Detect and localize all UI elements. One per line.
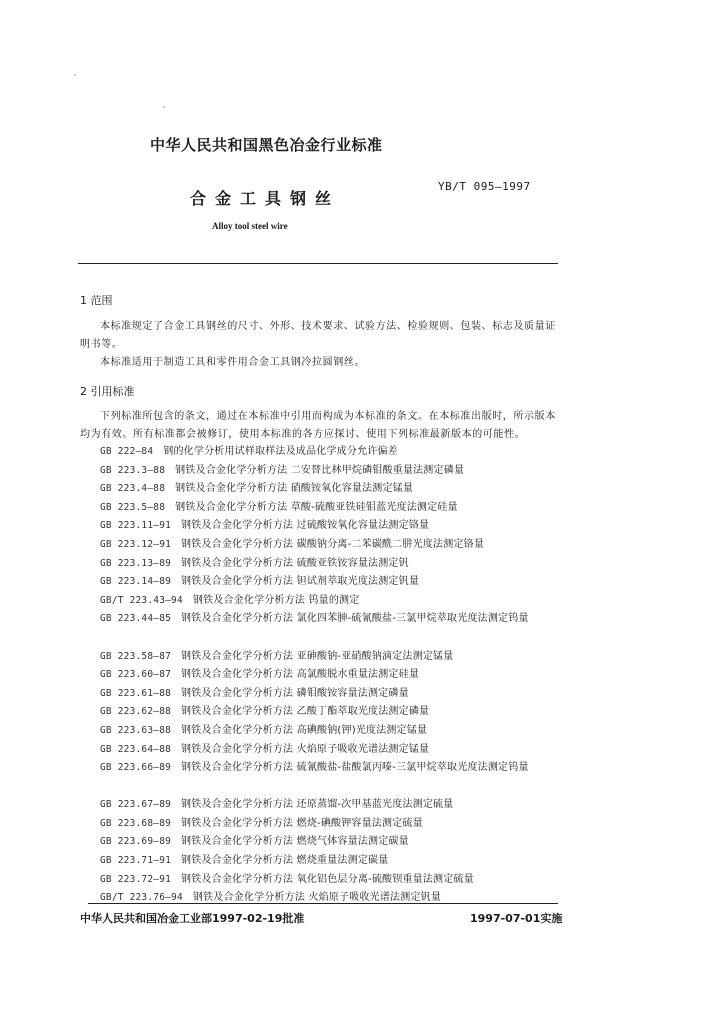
reference-title: 钢铁及合金化学分析方法 硫酸亚铁铵容量法测定钒 <box>181 557 409 569</box>
reference-code: GB 223.64—88 <box>100 743 172 755</box>
reference-title: 钢铁及合金化学分析方法 氯化四苯胂-硫氰酸盐-三氯甲烷萃取光度法测定钨量 <box>181 613 529 625</box>
reference-code: GB 223.61—88 <box>100 687 172 699</box>
standard-title: 合金工具钢丝 <box>190 189 341 208</box>
reference-code: GB 223.12—91 <box>100 538 172 550</box>
reference-code: GB 223.62—88 <box>100 706 172 718</box>
reference-code: GB 222—84 <box>100 446 154 457</box>
scan-speck <box>74 74 76 76</box>
reference-item <box>100 889 560 908</box>
reference-item <box>100 871 560 890</box>
reference-item <box>100 536 560 555</box>
reference-title: 钢铁及合金化学分析方法 还原蒸馏-次甲基蓝光度法测定硫量 <box>181 799 454 811</box>
reference-code: GB 223.58—87 <box>100 650 172 662</box>
header-divider <box>78 263 558 264</box>
reference-code: GB 223.71—91 <box>100 855 172 867</box>
reference-code: GB 223.60—87 <box>100 669 172 681</box>
section-2-intro: 下列标准所包含的条文，通过在本标准中引用而构成为本标准的条文。在本标准出版时，所示版本均为有效。所有标准都会被修订，使用本标准的各方应探讨、使用下列标准最新版本的可能性。 <box>80 411 556 440</box>
reference-item <box>100 499 560 518</box>
reference-title: 钢铁及合金化学分析方法 氧化铝色层分离-硫酸钡重量法测定硫量 <box>181 873 474 885</box>
reference-item <box>100 666 560 685</box>
section-1-paragraph-1: 本标准规定了合金工具钢丝的尺寸、外形、技术要求、试验方法、检验规则、包装、标志及质量证明书等。 <box>80 321 556 350</box>
reference-item <box>100 741 560 760</box>
english-title: Alloy tool steel wire <box>212 221 288 231</box>
reference-item <box>100 592 560 611</box>
reference-code: GB 223.67—89 <box>100 799 172 811</box>
reference-item <box>100 833 560 852</box>
reference-title: 钢铁及合金化学分析方法 火焰原子吸收光谱法测定钒量 <box>192 892 442 904</box>
reference-code: GB 223.11—91 <box>100 520 172 532</box>
reference-title: 钢的化学分析用试样取样法及成品化学成分允许偏差 <box>163 446 398 457</box>
reference-title: 钢铁及合金化学分析方法 高碘酸钠(钾)光度法测定锰量 <box>181 724 428 736</box>
reference-code: GB 223.63—88 <box>100 724 172 736</box>
reference-code: GB 223.69—89 <box>100 836 172 848</box>
reference-item <box>100 796 560 815</box>
reference-item <box>100 555 560 574</box>
reference-item <box>100 759 560 796</box>
reference-title: 钢铁及合金化学分析方法 火焰原子吸收光谱法测定锰量 <box>181 743 430 755</box>
reference-title: 钢铁及合金化学分析方法 燃烧-碘酸钾容量法测定硫量 <box>181 817 423 829</box>
reference-title: 钢铁及合金化学分析方法 过硫酸铵氧化容量法测定铬量 <box>181 520 430 532</box>
reference-title: 钢铁及合金化学分析方法 钽试剂萃取光度法测定钒量 <box>181 576 420 588</box>
reference-title: 钢铁及合金化学分析方法 高氯酸脱水重量法测定硅量 <box>181 669 420 681</box>
reference-code: GB 223.5—88 <box>100 501 166 513</box>
reference-item <box>100 610 560 647</box>
reference-title: 钢铁及合金化学分析方法 二安替比林甲烷磷钼酸重量法测定磷量 <box>175 464 465 476</box>
industry-title: 中华人民共和国黑色冶金行业标准 <box>150 136 383 154</box>
reference-code: GB 223.68—89 <box>100 817 172 829</box>
reference-list <box>100 443 560 908</box>
reference-title: 钢铁及合金化学分析方法 燃烧气体容量法测定碳量 <box>181 836 409 848</box>
reference-code: GB 223.66—89 <box>100 762 172 774</box>
footer-divider <box>88 903 558 904</box>
reference-item <box>100 722 560 741</box>
reference-item <box>100 685 560 704</box>
reference-title: 钢铁及合金化学分析方法 碳酸钠分离-二苯碳酰二肼光度法测定铬量 <box>181 538 485 550</box>
reference-title: 钢铁及合金化学分析方法 亚砷酸钠-亚硝酸钠滴定法测定锰量 <box>181 650 454 662</box>
section-2-heading: 2 引用标准 <box>80 385 135 398</box>
reference-code: GB 223.13—89 <box>100 557 172 569</box>
reference-title: 钢铁及合金化学分析方法 磷钼酸铵容量法测定磷量 <box>181 687 409 699</box>
reference-code: GB 223.3—88 <box>100 464 166 476</box>
reference-item <box>100 517 560 536</box>
reference-code: GB 223.44—85 <box>100 613 172 625</box>
reference-code: GB 223.72—91 <box>100 873 172 885</box>
reference-item <box>100 462 560 481</box>
reference-code: GB 223.4—88 <box>100 483 166 495</box>
reference-title: 钢铁及合金化学分析方法 硫氰酸盐-盐酸氯丙嗪-三氯甲烷萃取光度法测定钨量 <box>181 762 529 774</box>
section-1-heading: 1 范围 <box>80 294 113 307</box>
reference-item <box>100 573 560 592</box>
reference-code: GB/T 223.43—94 <box>100 594 183 606</box>
standard-number: YB/T 095—1997 <box>438 180 531 193</box>
reference-code: GB 223.14—89 <box>100 576 172 588</box>
reference-item <box>100 648 560 667</box>
reference-title: 钢铁及合金化学分析方法 燃烧重量法测定碳量 <box>181 855 389 867</box>
reference-title: 钢铁及合金化学分析方法 草酸-硫酸亚铁硅钼蓝光度法测定硅量 <box>175 501 458 513</box>
scan-speck <box>163 106 165 108</box>
reference-code: GB/T 223.76—94 <box>100 892 183 904</box>
section-1-paragraph-2: 本标准适用于制造工具和零件用合金工具钢冷拉圆钢丝。 <box>100 357 365 368</box>
reference-item <box>100 703 560 722</box>
reference-item <box>100 815 560 834</box>
reference-title: 钢铁及合金化学分析方法 乙酸丁酯萃取光度法测定磷量 <box>181 706 430 718</box>
reference-title: 钢铁及合金化学分析方法 硝酸铵氧化容量法测定锰量 <box>175 483 414 495</box>
implementation-date: 1997-07-01实施 <box>470 912 563 925</box>
reference-item <box>100 852 560 871</box>
approval-date: 中华人民共和国冶金工业部1997-02-19批准 <box>80 912 305 925</box>
reference-title: 钢铁及合金化学分析方法 钨量的测定 <box>192 594 360 606</box>
reference-item <box>100 480 560 499</box>
reference-item <box>100 443 560 462</box>
